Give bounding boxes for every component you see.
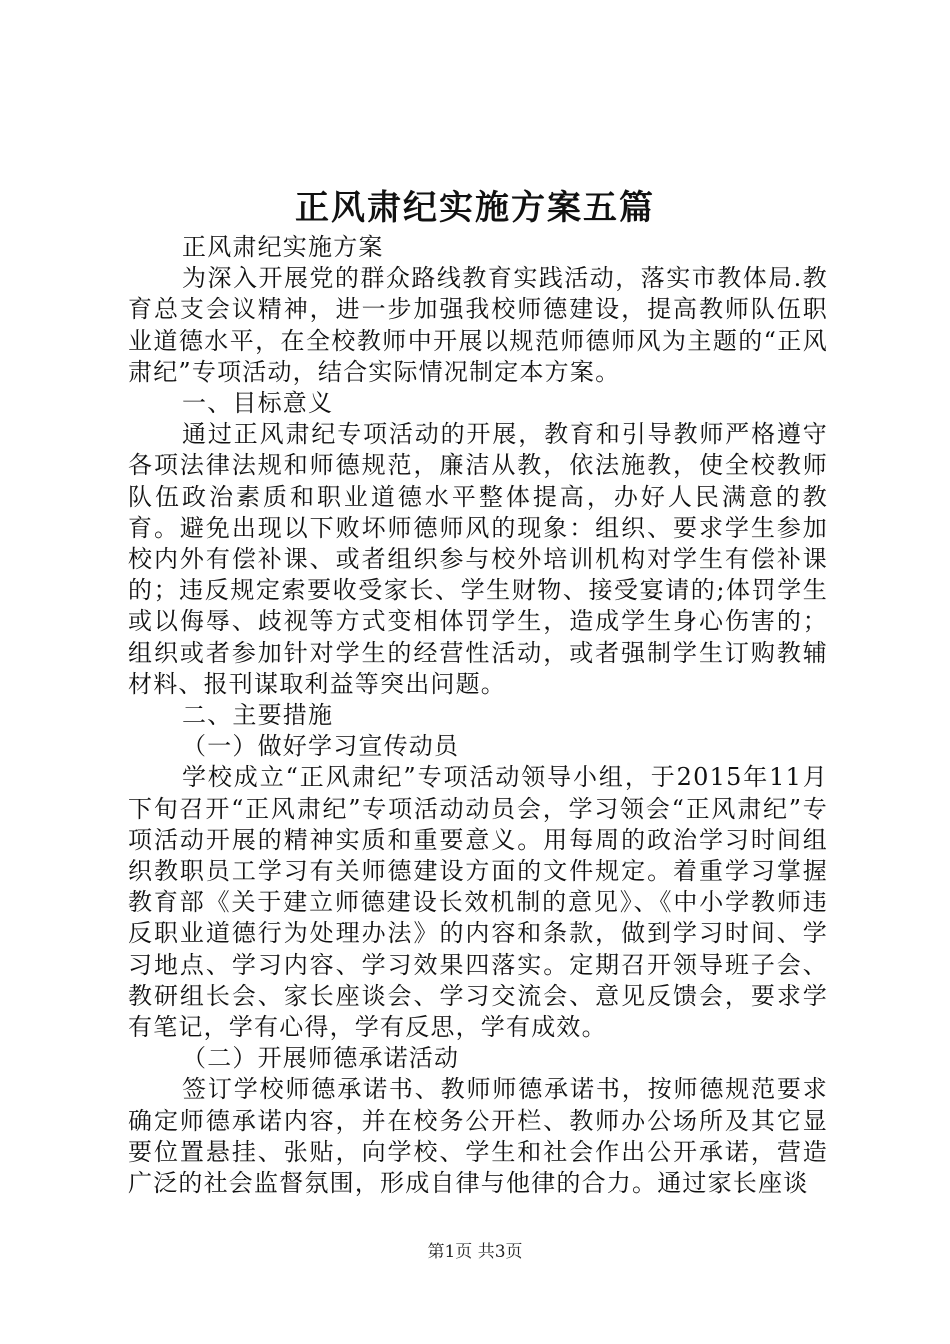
subsection-heading-1: （一）做好学习宣传动员 — [182, 732, 460, 761]
measures-paragraph-2: 签订学校师德承诺书、教师师德承诺书，按师德规范要求确定师德承诺内容，并在校务公开栏、教师办公场所及其它显要位置悬挂、张贴，向学校、学生和社会作出公开承诺，营造广泛的社会监督氛围，形成自律与他律的合力。通过家长座谈 — [128, 1075, 828, 1198]
measures-paragraph-1: 学校成立“正风肃纪”专项活动领导小组，于2015年11月下旬召开“正风肃纪”专项活动动员会，学习领会“正风肃纪”专项活动开展的精神实质和重要意义。用每周的政治学习时间组织教职员工学习有关师德建设方面的文件规定。着重学习掌握教育部《关于建立师德建设长效机制的意见》、《中小学教师违反职业道德行为处理办法》的内容和条款，做到学习时间、学习地点、学习内容、学习效果四落实。定期召开领导班子会、教研组长会、家长座谈会、学习交流会、意见反馈会，要求学有笔记，学有心得，学有反思，学有成效。 — [128, 763, 828, 1042]
subtitle-paragraph: 正风肃纪实施方案 — [182, 233, 384, 261]
section-heading-goals: 一、目标意义 — [182, 389, 334, 418]
document-body — [128, 232, 828, 1199]
section-heading-measures: 二、主要措施 — [182, 701, 334, 730]
document-title: 正风肃纪实施方案五篇 — [295, 188, 655, 228]
goals-paragraph: 通过正风肃纪专项活动的开展，教育和引导教师严格遵守各项法律法规和师德规范，廉洁从教，依法施教，使全校教师队伍政治素质和职业道德水平整体提高，办好人民满意的教育。避免出现以下败坏师德师风的现象：组织、要求学生参加校内外有偿补课、或者组织参与校外培训机构对学生有偿补课的；违反规定索要收受家长、学生财物、接受宴请的;体罚学生或以侮辱、歧视等方式变相体罚学生，造成学生身心伤害的；组织或者参加针对学生的经营性活动，或者强制学生订购教辅材料、报刊谋取利益等突出问题。 — [128, 420, 828, 698]
intro-paragraph: 为深入开展党的群众路线教育实践活动，落实市教体局.教育总支会议精神，进一步加强我校师德建设，提高教师队伍职业道德水平，在全校教师中开展以规范师德师风为主题的“正风肃纪”专项活动，结合实际情况制定本方案。 — [128, 264, 828, 386]
page-number-footer: 第1页 共3页 — [427, 1242, 523, 1262]
subsection-heading-2: （二）开展师德承诺活动 — [182, 1044, 460, 1073]
